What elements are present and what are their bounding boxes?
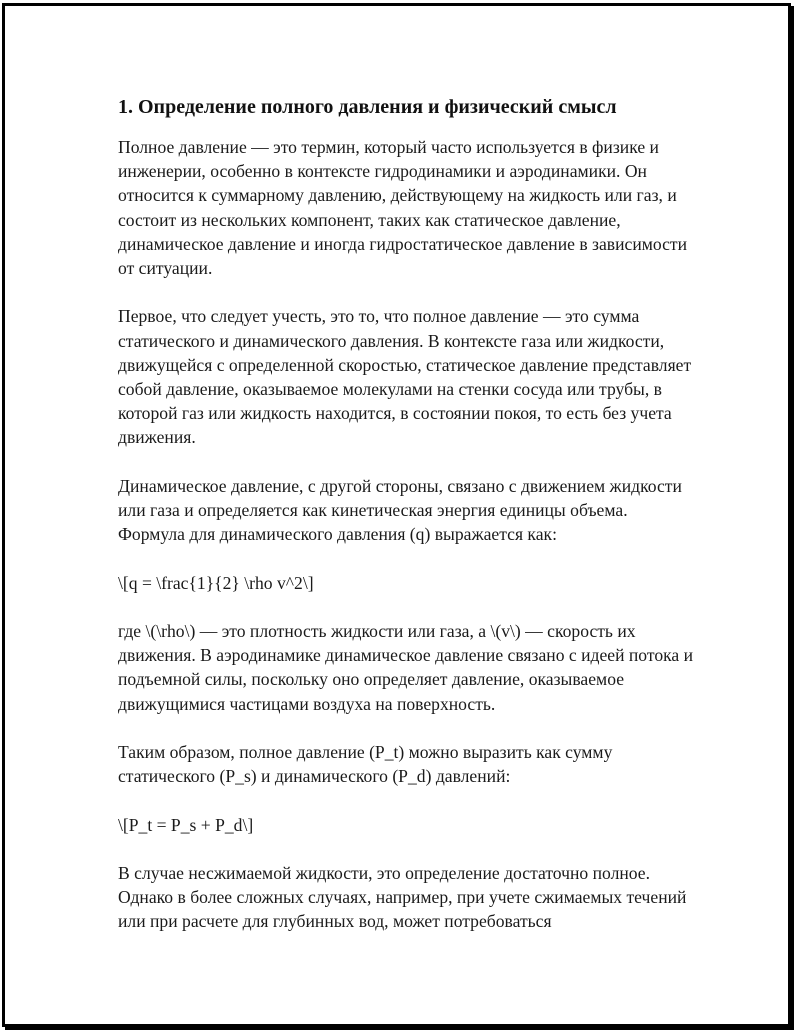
formula-dynamic-pressure: \[q = \frac{1}{2} \rho v^2\] <box>118 572 314 593</box>
formula-total-pressure: \[P_t = P_s + P_d\] <box>118 814 254 835</box>
paragraph-incompressible: В случае несжимаемой жидкости, это определение достаточно полное. Однако в более сложных случаях, например, при учете сжимаемых течений или при расчете для глубинных вод, может потребоваться <box>118 862 687 932</box>
paragraph-dynamic-pressure: Динамическое давление, с другой стороны, связано с движением жидкости или газа и определяется как кинетическая энергия единицы объема. Формула для динамического давления (q) выражается как: <box>118 475 682 545</box>
section-heading: 1. Определение полного давления и физический смысл <box>118 96 617 118</box>
paragraph-static-pressure: Первое, что следует учесть, это то, что полное давление — это сумма статического и динамического давления. В контексте газа или жидкости, движущейся с определенной скоростью, статическое давление представляет собой давление, оказываемое молекулами на стенки сосуда или трубы, в которой газ или жидкость находится, в состоянии покоя, то есть без учета движения. <box>118 306 692 448</box>
paragraph-definition: Полное давление — это термин, который часто используется в физике и инженерии, особенно в контексте гидродинамики и аэродинамики. Он относится к суммарному давлению, действующему на жидкость или газ, и состоит из нескольких компонент, таких как статическое давление, динамическое давление и иногда гидростатическое давление в зависимости от ситуации. <box>118 137 688 279</box>
document-body <box>118 93 698 958</box>
paragraph-total-pressure: Таким образом, полное давление (P_t) можно выразить как сумму статического (P_s) и динамического (P_d) давлений: <box>118 742 613 787</box>
paragraph-formula-explanation: где \(\rho\) — это плотность жидкости или газа, а \(v\) — скорость их движения. В аэродинамике динамическое давление связано с идеей потока и подъемной силы, поскольку оно определяет давление, оказываемое движущимися частицами воздуха на поверхность. <box>118 621 694 714</box>
